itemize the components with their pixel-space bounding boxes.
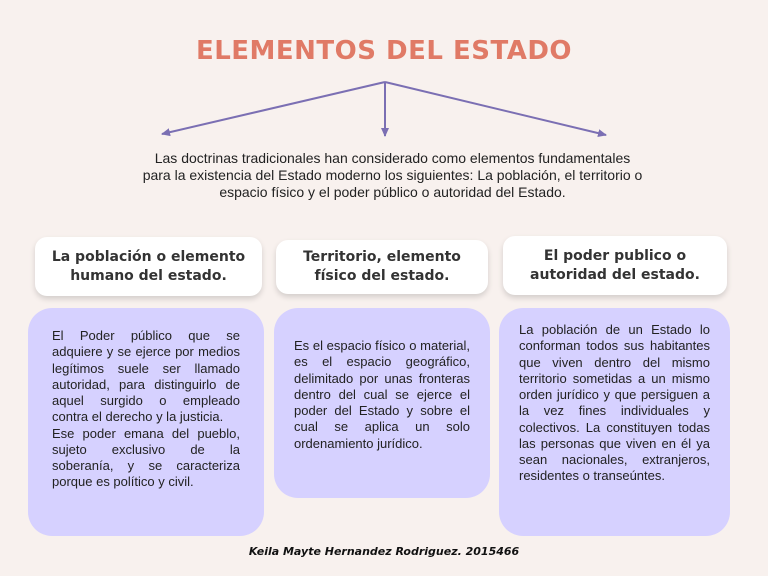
card-paragraph: La población de un Estado lo conforman todos sus habitantes que viven dentro del mismo territorio sometidas a un mismo orden jurídico y que persiguen a la vez fines individuales y colectivos. La constituyen todas las personas que viven en él ya sean nacionales, extranjeros, residentes o transeúntes. bbox=[519, 322, 710, 484]
arrow-right bbox=[385, 82, 606, 135]
card-heading-poder: El poder publico o autoridad del estado. bbox=[503, 236, 727, 295]
arrow-left bbox=[162, 82, 385, 134]
card-heading-poblacion: La población o elemento humano del estado. bbox=[35, 237, 262, 296]
page-title: ELEMENTOS DEL ESTADO bbox=[195, 36, 573, 66]
card-paragraph: El Poder público que se adquiere y se ejerce por medios legítimos suele ser llamado autoridad, para distinguirlo de aquel surgido o empleado contra el derecho y la justicia. bbox=[52, 328, 240, 425]
intro-text: Las doctrinas tradicionales han considerado como elementos fundamentales para la existencia del Estado moderno los siguientes: La población, el territorio o espacio físico y el poder público o autoridad del Estado. bbox=[142, 150, 643, 200]
card-body-poblacion bbox=[28, 308, 264, 536]
card-heading-territorio: Territorio, elemento físico del estado. bbox=[276, 240, 488, 294]
card-paragraph: Ese poder emana del pueblo, sujeto exclusivo de la soberanía, y se caracteriza porque es político y civil. bbox=[52, 425, 240, 490]
author-credit: Keila Mayte Hernandez Rodriguez. 2015466 bbox=[248, 545, 520, 558]
card-body-poder bbox=[499, 308, 730, 536]
card-paragraph: Es el espacio físico o material, es el espacio geográfico, delimitado por unas fronteras dentro del cual se ejerce el poder del Estado y sobre el cual se aplica un solo ordenamiento jurídico. bbox=[294, 338, 470, 451]
card-body-territorio bbox=[274, 308, 490, 498]
